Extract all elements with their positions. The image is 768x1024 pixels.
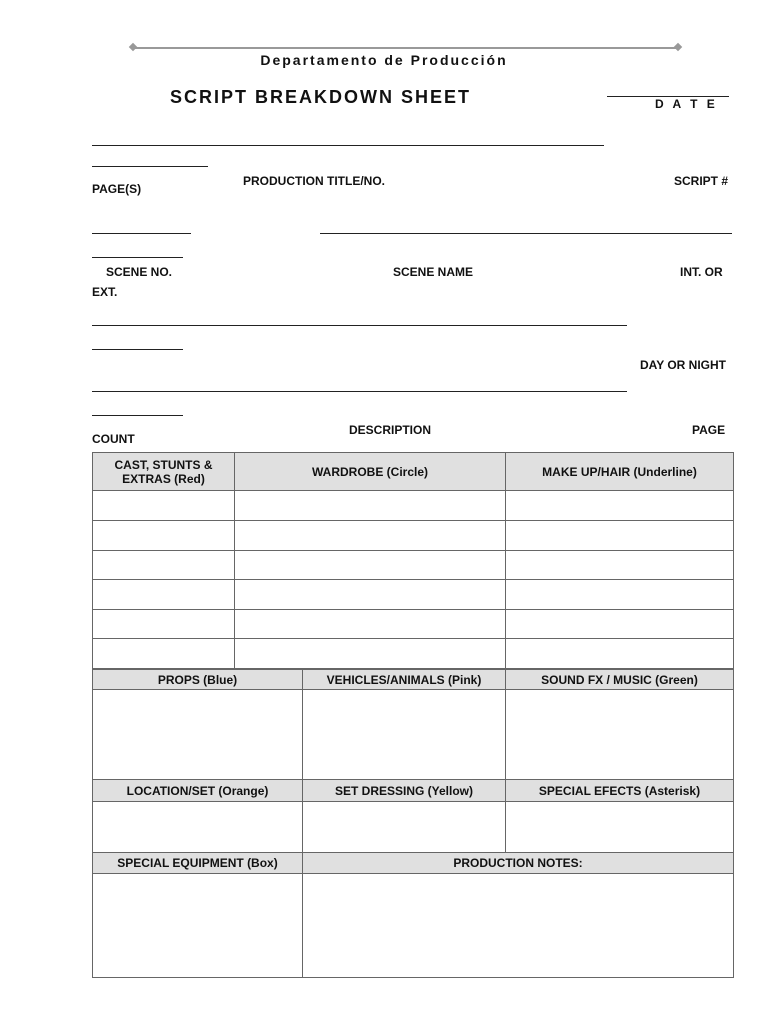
- rule-right-ornament: [674, 43, 682, 51]
- set-dressing-header: SET DRESSING (Yellow): [303, 780, 506, 802]
- wardrobe-cell[interactable]: [235, 610, 506, 639]
- day-or-night-label: DAY OR NIGHT: [640, 358, 727, 372]
- production-notes-header: PRODUCTION NOTES:: [303, 853, 734, 874]
- script-number-label: SCRIPT #: [674, 174, 729, 188]
- pages-label: PAGE(S): [92, 182, 142, 196]
- makeup-cell[interactable]: [506, 551, 734, 580]
- makeup-header: MAKE UP/HAIR (Underline): [506, 453, 734, 491]
- sound-cell[interactable]: [506, 690, 734, 780]
- breakdown-table-top: [92, 452, 734, 669]
- production-title-line[interactable]: [92, 145, 604, 146]
- breakdown-table-bottom: [92, 669, 734, 978]
- production-notes-cell[interactable]: [303, 874, 734, 978]
- cast-header: [93, 453, 235, 491]
- description-label: DESCRIPTION: [349, 423, 432, 437]
- cast-header-line1: CAST, STUNTS &: [114, 457, 213, 472]
- location-header: LOCATION/SET (Orange): [93, 780, 303, 802]
- makeup-cell[interactable]: [506, 491, 734, 521]
- description-line[interactable]: [92, 391, 627, 392]
- count-label: COUNT: [92, 432, 135, 446]
- day-night-short-line[interactable]: [92, 349, 183, 350]
- production-title-label: PRODUCTION TITLE/NO.: [243, 174, 385, 188]
- vehicles-cell[interactable]: [303, 690, 506, 780]
- makeup-cell[interactable]: [506, 639, 734, 669]
- special-effects-header: SPECIAL EFECTS (Asterisk): [506, 780, 734, 802]
- page-title: SCRIPT BREAKDOWN SHEET: [170, 87, 472, 107]
- cast-cell[interactable]: [93, 639, 235, 669]
- props-header: PROPS (Blue): [93, 670, 303, 690]
- makeup-cell[interactable]: [506, 610, 734, 639]
- wardrobe-header: WARDROBE (Circle): [235, 453, 506, 491]
- rule-left-ornament: [129, 43, 137, 51]
- makeup-cell[interactable]: [506, 580, 734, 610]
- makeup-cell[interactable]: [506, 521, 734, 551]
- wardrobe-cell[interactable]: [235, 551, 506, 580]
- date-label: D A T E: [655, 97, 718, 111]
- cast-cell[interactable]: [93, 551, 235, 580]
- cast-cell[interactable]: [93, 580, 235, 610]
- scene-name-label: SCENE NAME: [393, 265, 474, 279]
- vehicles-header: VEHICLES/ANIMALS (Pink): [303, 670, 506, 690]
- wardrobe-cell[interactable]: [235, 521, 506, 551]
- page-label: PAGE: [692, 423, 726, 437]
- pages-line[interactable]: [92, 166, 208, 167]
- count-line[interactable]: [92, 415, 183, 416]
- cast-cell[interactable]: [93, 521, 235, 551]
- special-effects-cell[interactable]: [506, 802, 734, 853]
- wardrobe-cell[interactable]: [235, 639, 506, 669]
- scene-number-label: SCENE NO.: [106, 265, 173, 279]
- int-or-label: INT. OR: [680, 265, 723, 279]
- cast-cell[interactable]: [93, 610, 235, 639]
- sound-header: SOUND FX / MUSIC (Green): [506, 670, 734, 690]
- props-cell[interactable]: [93, 690, 303, 780]
- day-night-line[interactable]: [92, 325, 627, 326]
- decorative-top-rule: [133, 47, 678, 49]
- scene-name-line[interactable]: [320, 233, 732, 234]
- special-equipment-cell[interactable]: [93, 874, 303, 978]
- set-dressing-cell[interactable]: [303, 802, 506, 853]
- scene-number-line[interactable]: [92, 233, 191, 234]
- wardrobe-cell[interactable]: [235, 580, 506, 610]
- cast-header-line2: EXTRAS (Red): [122, 471, 205, 486]
- department-heading: Departamento de Producción: [260, 52, 508, 68]
- cast-cell[interactable]: [93, 491, 235, 521]
- special-equipment-header: SPECIAL EQUIPMENT (Box): [93, 853, 303, 874]
- int-ext-line[interactable]: [92, 257, 183, 258]
- wardrobe-cell[interactable]: [235, 491, 506, 521]
- location-cell[interactable]: [93, 802, 303, 853]
- ext-label: EXT.: [92, 285, 118, 299]
